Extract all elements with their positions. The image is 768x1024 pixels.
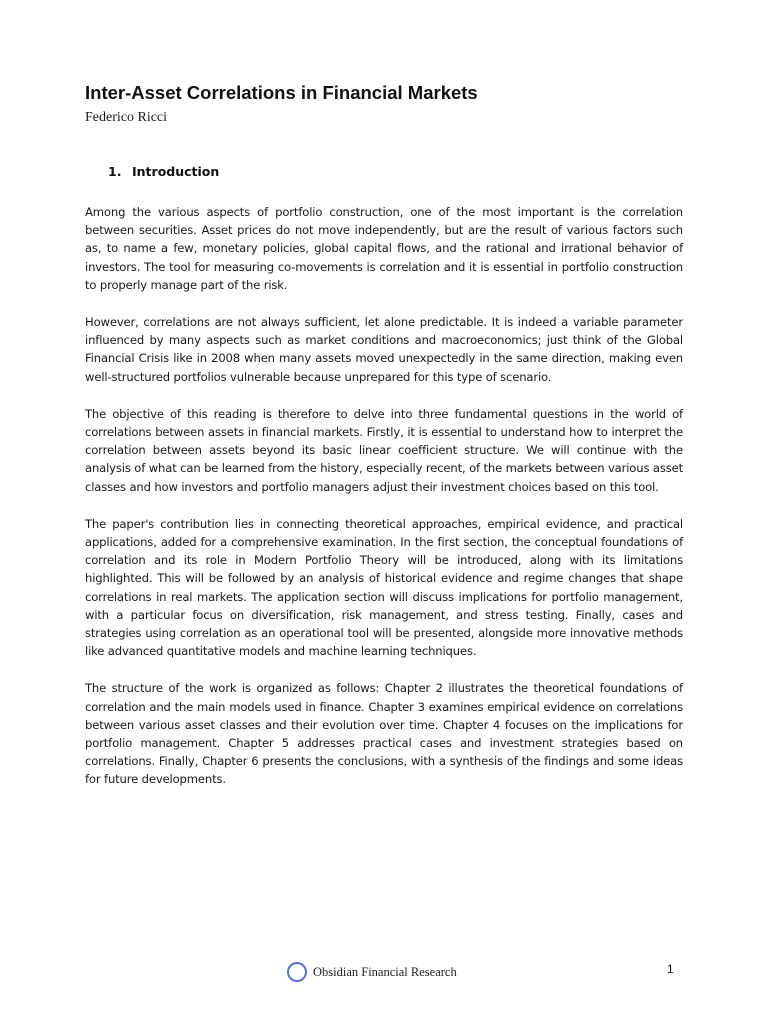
body-text <box>85 203 683 808</box>
paragraph: However, correlations are not always sufficient, let alone predictable. It is indeed a variable parameter influenced by many aspects such as market conditions and macroeconomics; just think of the Global Financial Crisis like in 2008 when many assets moved unexpectedly in the same direction, making even well-structured portfolios vulnerable because unprepared for this type of scenario. <box>85 315 683 384</box>
page-footer <box>287 960 457 984</box>
section-title: Introduction <box>132 164 220 179</box>
footer-brand: Obsidian Financial Research <box>313 964 457 979</box>
paragraph: The structure of the work is organized as follows: Chapter 2 illustrates the theoretical foundations of correlation and the main models used in finance. Chapter 3 examines empirical evidence on correlations between various asset classes and their evolution over time. Chapter 4 focuses on the implications for portfolio management. Chapter 5 addresses practical cases and investment strategies based on correlations. Finally, Chapter 6 presents the conclusions, with a synthesis of the findings and some ideas for future developments. <box>85 681 683 787</box>
paragraph: The paper's contribution lies in connecting theoretical approaches, empirical evidence, and practical applications, added for a comprehensive examination. In the first section, the conceptual foundations of correlation and its role in Modern Portfolio Theory will be introduced, along with its limitations highlighted. This will be followed by an analysis of historical evidence and regime changes that shape correlations in real markets. The application section will discuss implications for portfolio management, with a particular focus on diversification, risk management, and stress testing. Finally, cases and strategies using correlation as an operational tool will be presented, alongside more innovative methods like advanced quantitative models and machine learning techniques. <box>85 516 683 659</box>
ring-logo-icon <box>287 962 307 982</box>
page-number: 1 <box>667 962 674 976</box>
section-number: 1. <box>108 164 122 179</box>
paragraph: Among the various aspects of portfolio construction, one of the most important is the correlation between securities. Asset prices do not move independently, but are the result of various factors such as, to name a few, monetary policies, global capital flows, and the rational and irrational behavior of investors. The tool for measuring co-movements is correlation and it is essential in portfolio construction to properly manage part of the risk. <box>85 205 683 292</box>
section-heading <box>108 163 219 181</box>
paragraph: The objective of this reading is therefore to delve into three fundamental questions in the world of correlations between assets in financial markets. Firstly, it is essential to understand how to interpret the correlation between assets beyond its basic linear coefficient structure. We will continue with the analysis of what can be learned from the history, especially recent, of the markets between various asset classes and how investors and portfolio managers adjust their investment choices based on this tool. <box>85 406 683 494</box>
author-name: Federico Ricci <box>85 110 168 125</box>
document-title: Inter-Asset Correlations in Financial Markets <box>85 82 478 103</box>
